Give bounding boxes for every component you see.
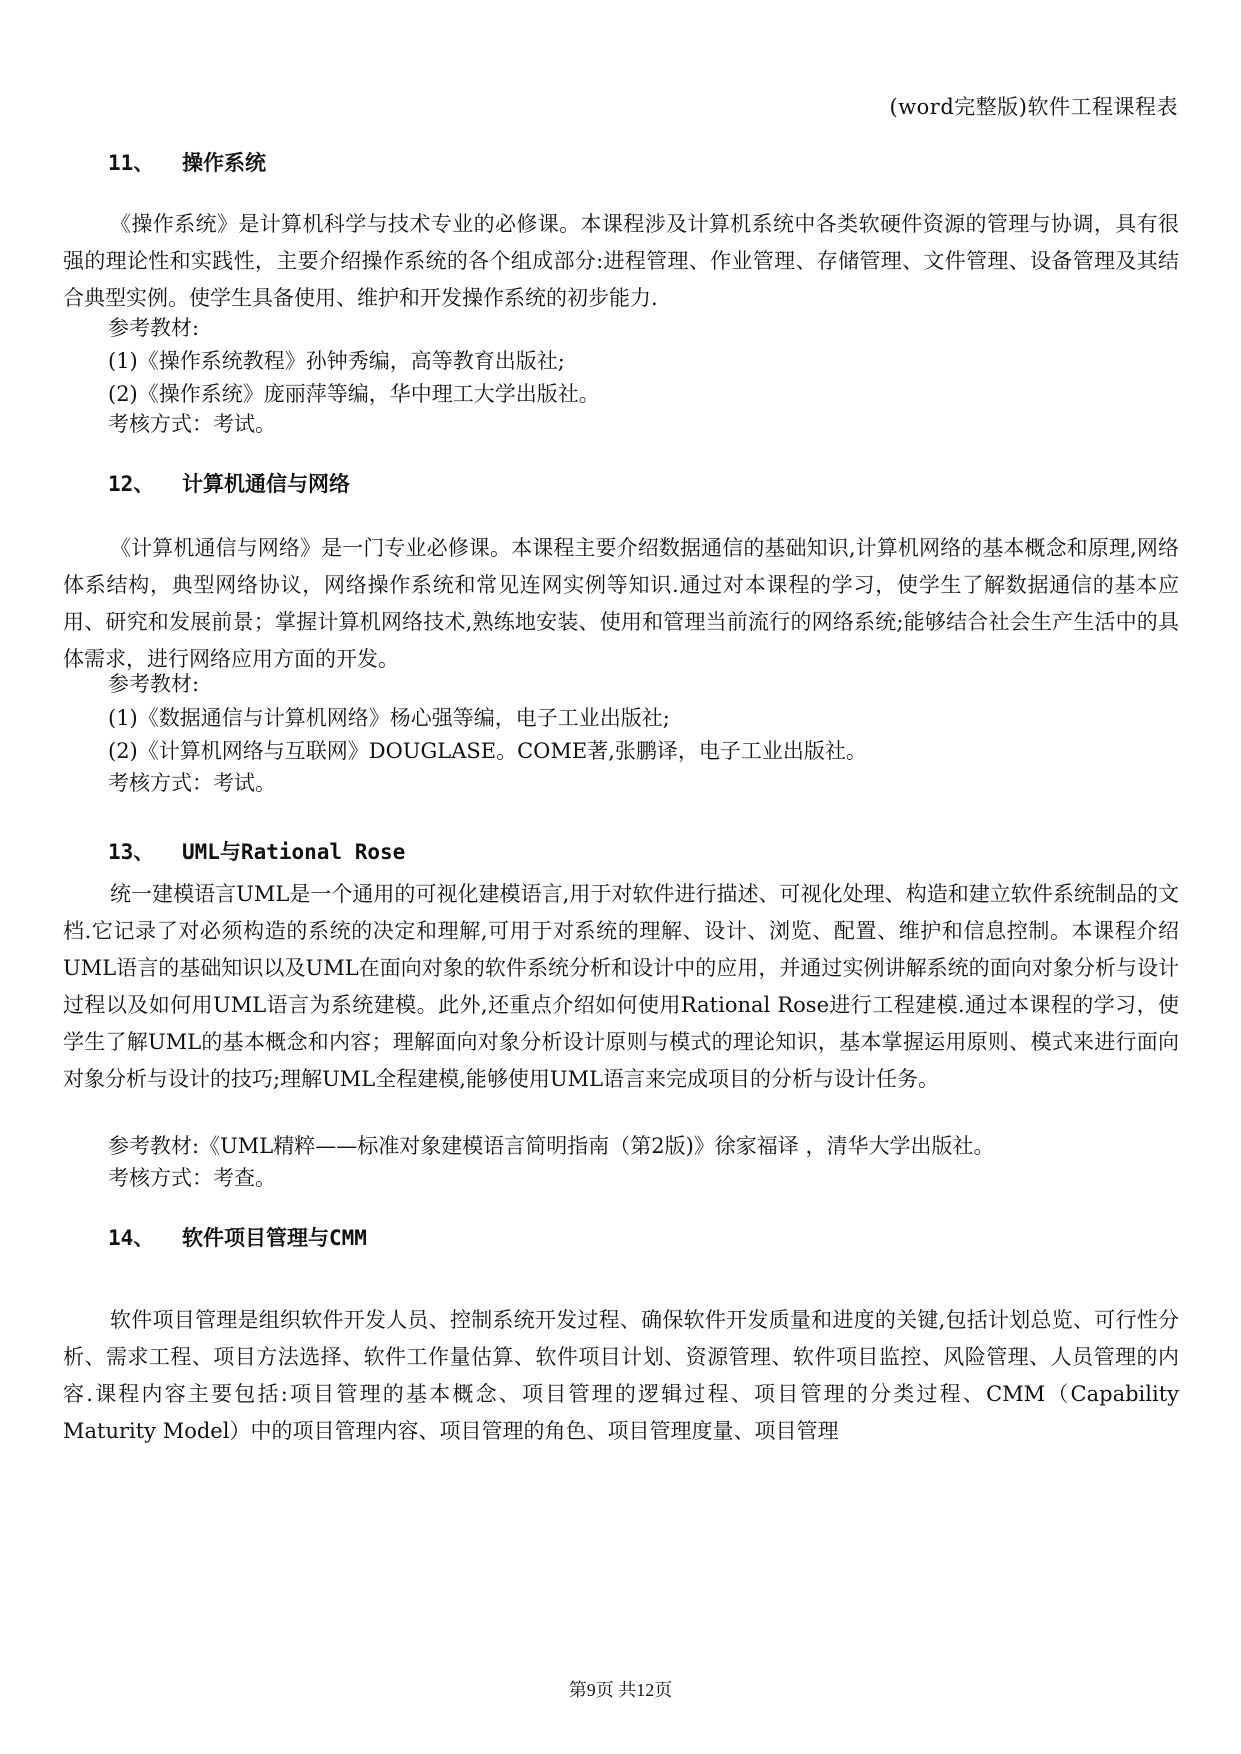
section-title: 软件项目管理与CMM — [182, 1226, 367, 1250]
section-number: 13、 — [108, 840, 155, 864]
section-number: 12、 — [108, 472, 155, 496]
section-heading — [108, 147, 266, 177]
section-title: 操作系统 — [182, 151, 266, 175]
section-body: 软件项目管理是组织软件开发人员、控制系统开发过程、确保软件开发质量和进度的关键,包括计划总览、可行性分析、需求工程、项目方法选择、软件工作量估算、软件项目计划、资源管理、软件项目监控、风险管理、人员管理的内容.课程内容主要包括:项目管理的基本概念、项目管理的逻辑过程、项目管理的分类过程、CMM（Capability Maturity Model）中的项目管理内容、项目管理的角色、项目管理度量、项目管理 — [63, 1308, 1179, 1443]
section-heading — [108, 836, 405, 866]
reference-label: 参考教材: — [108, 316, 200, 340]
reference-item: (2)《计算机网络与互联网》DOUGLASE。COME著,张鹏译，电子工业出版社。 — [108, 739, 867, 763]
reference-item: (1)《操作系统教程》孙钟秀编，高等教育出版社; — [108, 349, 565, 373]
section-title: UML与Rational Rose — [182, 840, 406, 864]
section-heading — [108, 1222, 367, 1252]
reference-label: 参考教材: — [108, 672, 200, 696]
section-number: 14、 — [108, 1226, 155, 1250]
page-footer: 第9页 共12页 — [568, 1680, 673, 1700]
reference-item: (1)《数据通信与计算机网络》杨心强等编，电子工业出版社; — [108, 706, 670, 730]
exam-method: 考核方式：考查。 — [108, 1166, 276, 1190]
section-body: 统一建模语言UML是一个通用的可视化建模语言,用于对软件进行描述、可视化处理、构造和建立软件系统制品的文档.它记录了对必须构造的系统的决定和理解,可用于对系统的理解、设计、浏览、配置、维护和信息控制。本课程介绍UML语言的基础知识以及UML在面向对象的软件系统分析和设计中的应用，并通过实例讲解系统的面向对象分析与设计过程以及如何用UML语言为系统建模。此外,还重点介绍如何使用Rational Rose进行工程建模.通过本课程的学习，使学生了解UML的基本概念和内容；理解面向对象分析设计原则与模式的理论知识，基本掌握运用原则、模式来进行面向对象分析与设计的技巧;理解UML全程建模,能够使用UML语言来完成项目的分析与设计任务。 — [63, 882, 1179, 1091]
section-heading — [108, 468, 350, 498]
exam-method: 考核方式：考试。 — [108, 771, 276, 795]
reference-item: (2)《操作系统》庞丽萍等编，华中理工大学出版社。 — [108, 382, 600, 406]
section-body: 《操作系统》是计算机科学与技术专业的必修课。本课程涉及计算机系统中各类软硬件资源的管理与协调，具有很强的理论性和实践性，主要介绍操作系统的各个组成部分:进程管理、作业管理、存储管理、文件管理、设备管理及其结合典型实例。使学生具备使用、维护和开发操作系统的初步能力. — [63, 212, 1179, 310]
reference-line: 参考教材:《UML精粹——标准对象建模语言简明指南（第2版)》徐家福译 ，清华大学出版社。 — [108, 1134, 995, 1158]
section-body: 《计算机通信与网络》是一门专业必修课。本课程主要介绍数据通信的基础知识,计算机网络的基本概念和原理,网络体系结构，典型网络协议，网络操作系统和常见连网实例等知识.通过对本课程的学习，使学生了解数据通信的基本应用、研究和发展前景；掌握计算机网络技术,熟练地安装、使用和管理当前流行的网络系统;能够结合社会生产生活中的具体需求，进行网络应用方面的开发。 — [63, 536, 1179, 671]
section-title: 计算机通信与网络 — [182, 472, 350, 496]
section-number: 11、 — [108, 151, 155, 175]
document-header: (word完整版)软件工程课程表 — [889, 95, 1178, 119]
exam-method: 考核方式：考试。 — [108, 412, 276, 436]
